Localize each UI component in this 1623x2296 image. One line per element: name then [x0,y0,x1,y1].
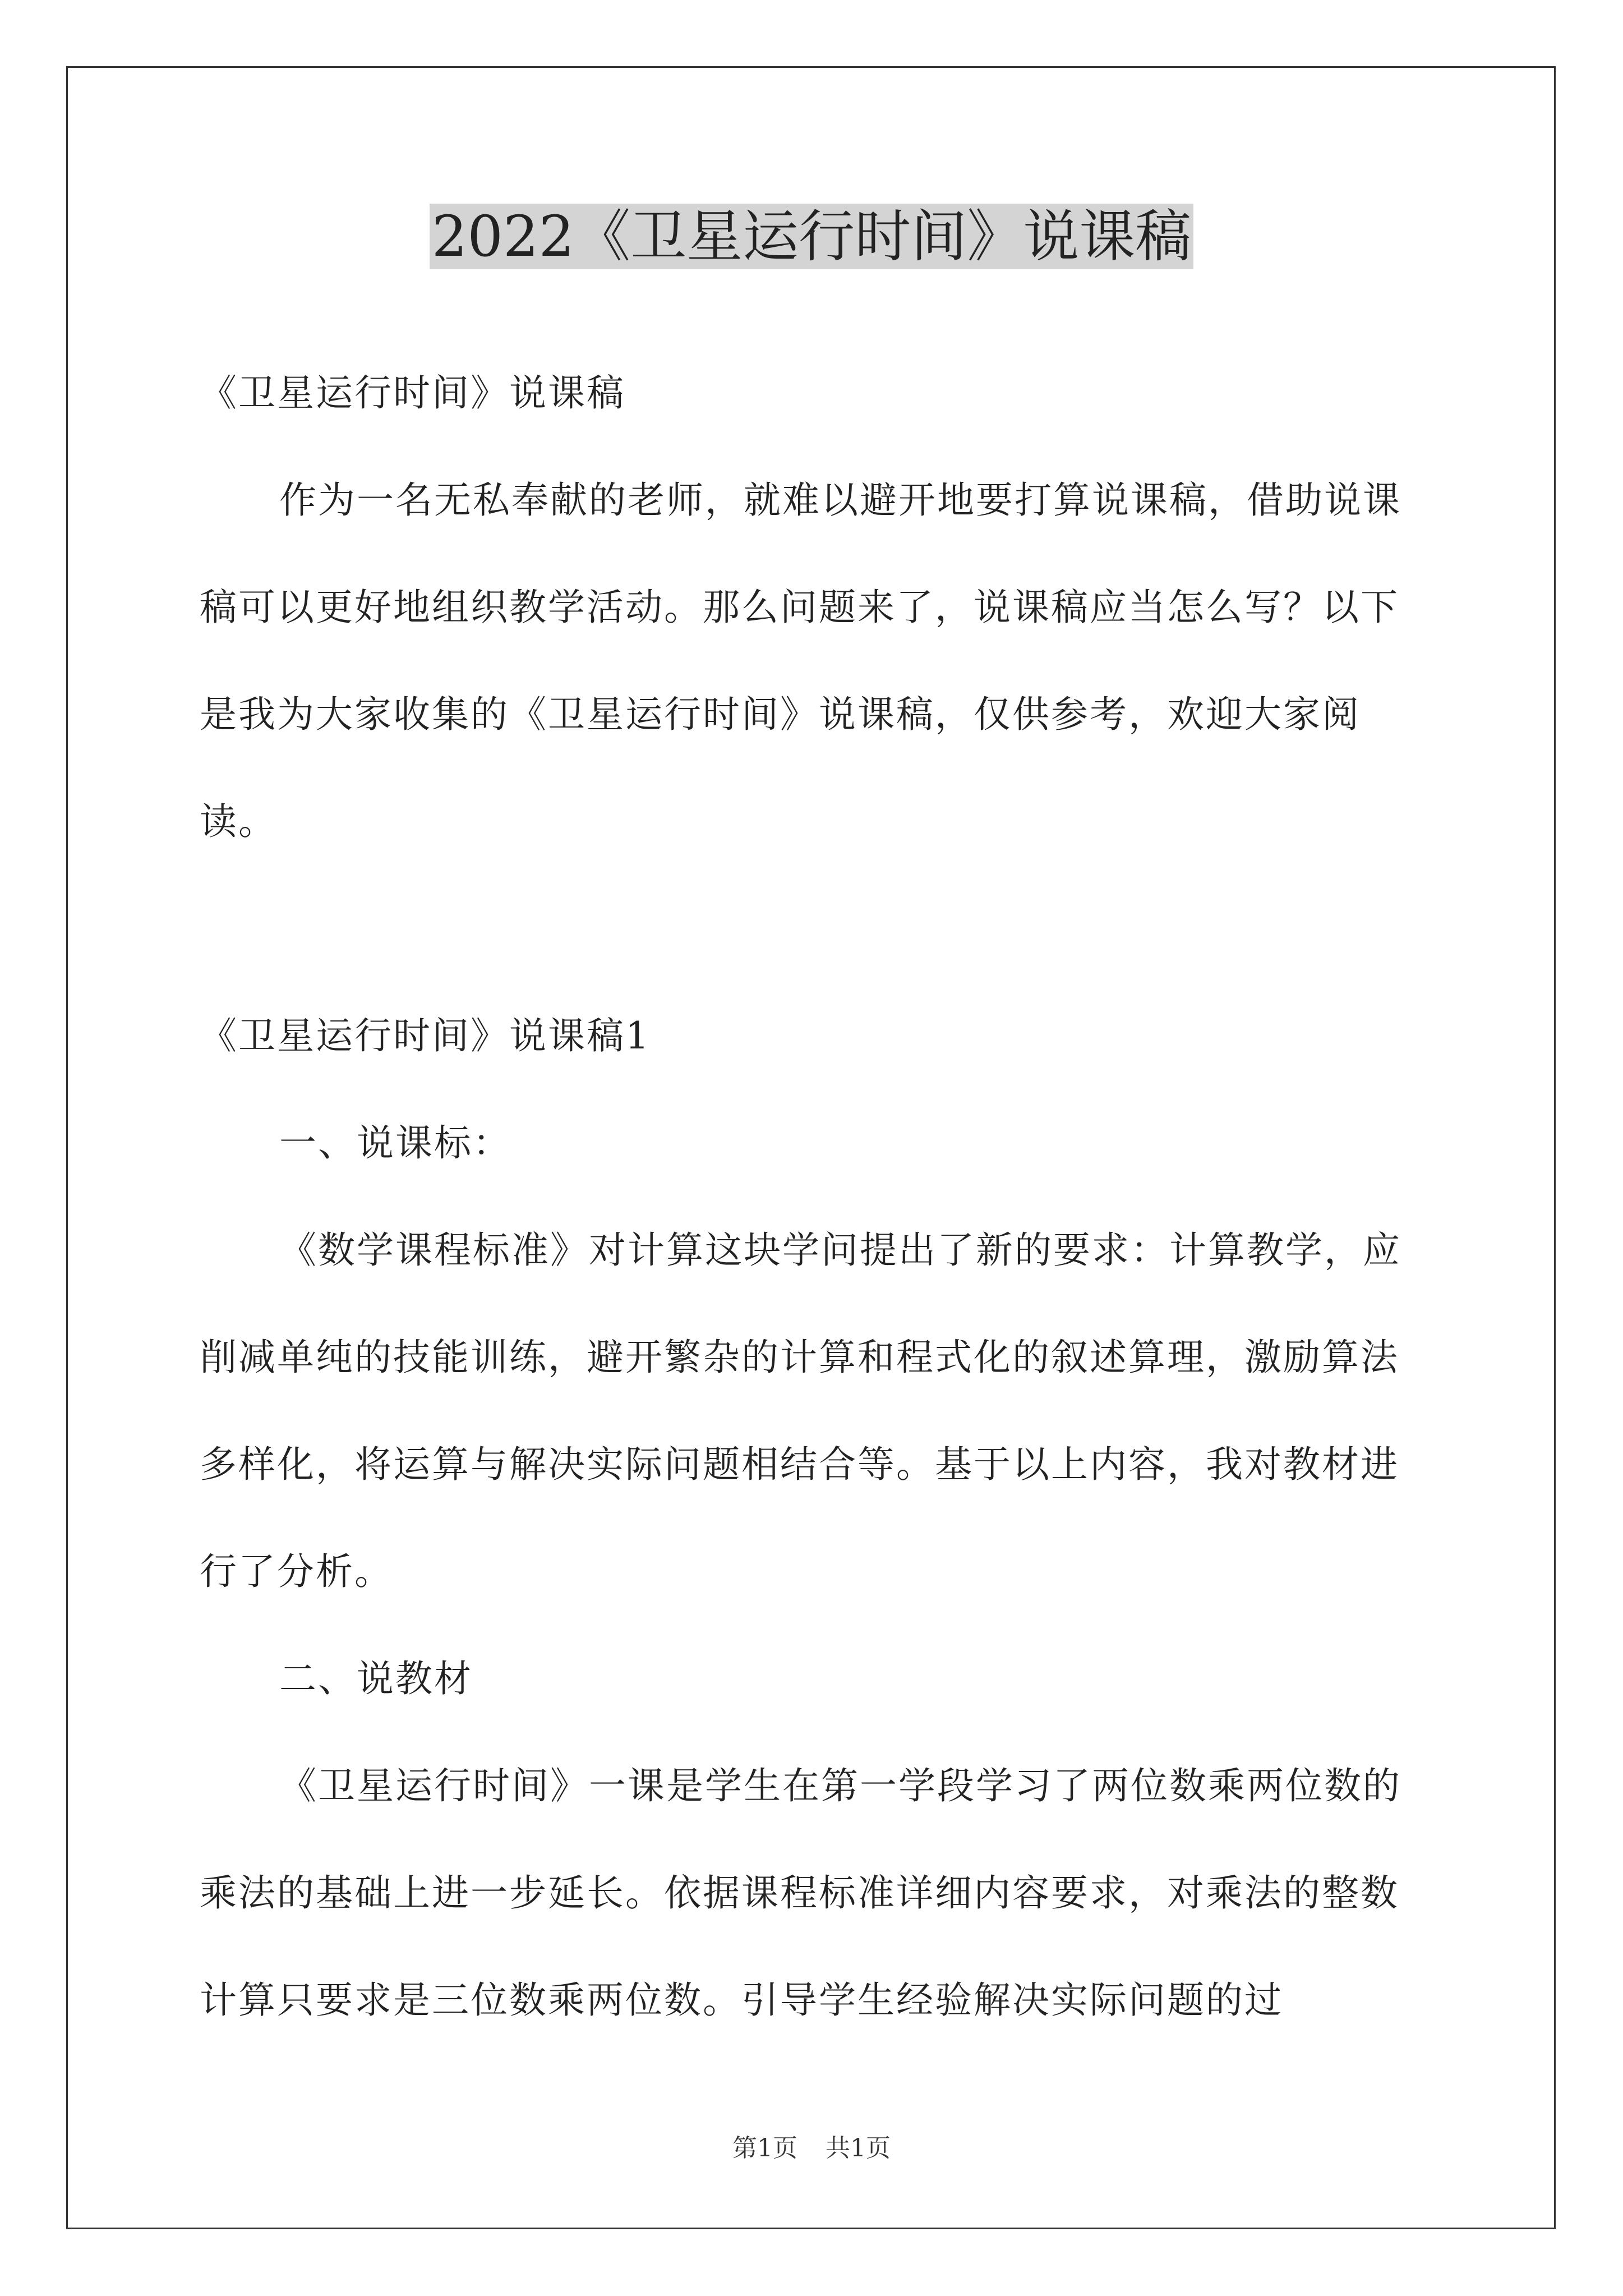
textbook-paragraph: 《卫星运行时间》一课是学生在第一学段学习了两位数乘两位数的乘法的基础上进一步延长。依据课程标准详细内容要求，对乘法的整数计算只要求是三位数乘两位数。引导学生经验解决实际问题的过 [200,1764,1401,2022]
document-title-text: 2022《卫星运行时间》说课稿 [430,204,1194,269]
page-total: 共1页 [826,2134,891,2162]
page-footer [0,2132,1623,2165]
section-heading-curriculum: 一、说课标： [279,1121,511,1165]
page-number: 第1页 [732,2134,797,2162]
intro-paragraph: 作为一名无私奉献的老师，就难以避开地要打算说课稿，借助说课稿可以更好地组织教学活动。那么问题来了，说课稿应当怎么写？以下是我为大家收集的《卫星运行时间》说课稿，仅供参考，欢迎大家阅读。 [200,478,1401,843]
paragraph-spacer [200,875,1428,982]
curriculum-paragraph: 《数学课程标准》对计算这块学问提出了新的要求：计算教学，应削减单纯的技能训练，避开繁杂的计算和程式化的叙述算理，激励算法多样化，将运算与解决实际问题相结合等。基于以上内容，我对教材进行了分析。 [200,1228,1401,1593]
subtitle-paragraph: 《卫星运行时间》说课稿 [200,371,625,415]
section-heading: 《卫星运行时间》说课稿1 [200,1014,651,1057]
section-heading-textbook: 二、说教材 [279,1657,473,1700]
document-body [200,339,1428,2054]
document-title [0,197,1623,276]
